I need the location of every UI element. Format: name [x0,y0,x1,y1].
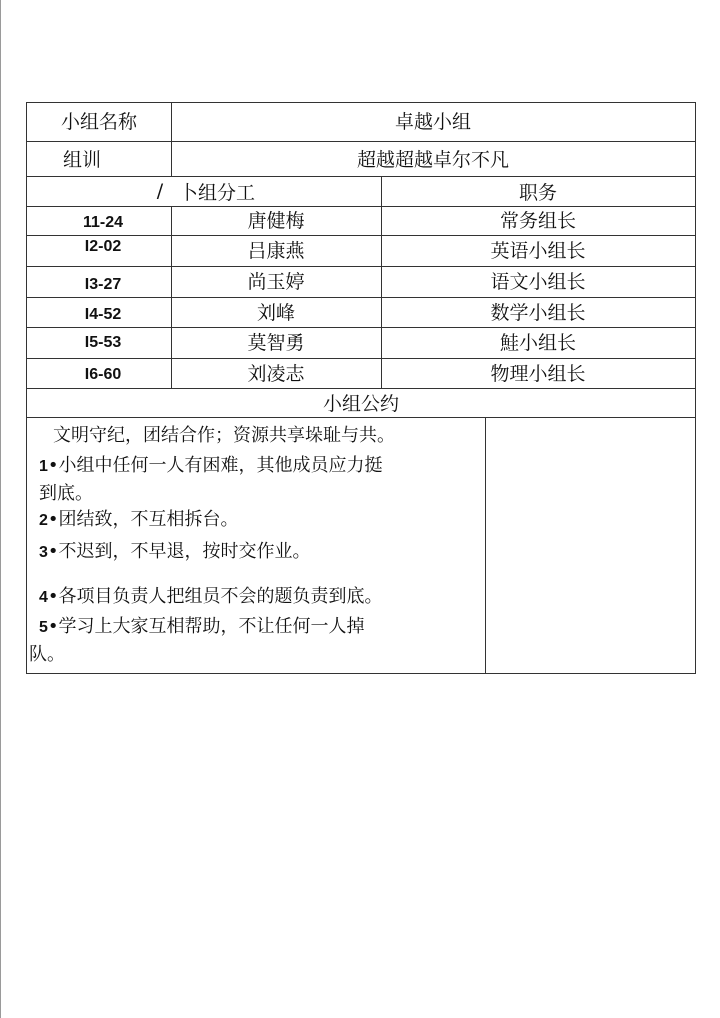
group-name-label: 小组名称 [60,110,137,133]
page-edge [0,0,1,1018]
rule-number: 4 [39,589,48,606]
rule-text: 不迟到，不早退，按时交作业。 [58,541,311,562]
rule-bullet: • [47,586,59,607]
rule-number: 2 [39,512,48,529]
group-info-table [26,102,696,674]
member-id: I5-53 [84,334,122,351]
rule-text: 团结致，不互相拆台。 [58,509,239,530]
member-id: 11-24 [82,214,124,231]
member-role: 鮭小组长 [499,331,576,354]
pact-rule-5 [39,614,365,641]
slash-mark: / [156,180,164,202]
rule-bullet: • [47,616,59,637]
member-name: 刘凌志 [247,362,305,385]
role-header: 职务 [518,181,557,204]
member-role: 数学小组长 [490,301,586,324]
rule-text: 各项目负责人把组员不会的题负责到底。 [58,586,383,607]
rule-bullet: • [47,541,59,562]
member-name: 尚玉婷 [247,270,305,293]
member-role: 物理小组长 [490,362,586,385]
rule-text: 小组中任何一人有困难，其他成员应力挺 [58,455,383,476]
motto-label: 组训 [63,149,102,171]
pact-rule-4 [39,584,383,611]
member-id: I3-27 [84,276,122,293]
rule-number: 5 [39,619,48,636]
member-name: 莫智勇 [247,331,305,354]
rule-number: 1 [39,458,48,475]
member-role: 英语小组长 [490,239,586,262]
member-name: 刘峰 [256,301,295,324]
division-header: 卜组分工 [179,181,256,204]
rule-bullet: • [47,455,59,476]
pact-rule-5-cont: 队。 [29,644,65,665]
group-name-value: 卓越小组 [394,110,471,133]
row-divider [27,417,695,418]
rule-text: 学习上大家互相帮助，不让任何一人掉 [58,616,365,637]
pact-rule-3 [39,539,311,566]
pact-title: 小组公约 [322,393,399,415]
rule-number: 3 [39,544,48,561]
member-role: 语文小组长 [490,270,586,293]
col-divider [485,417,486,674]
rule-bullet: • [47,509,59,530]
motto-value: 超越超越卓尔不凡 [356,149,509,171]
member-name: 唐健梅 [247,209,305,232]
pact-rule-1 [39,453,383,480]
pact-rule-2 [39,507,239,534]
pact-intro: 文明守纪，团结合作；资源共享垛耻与共。 [53,425,395,446]
member-id: I4-52 [84,306,122,323]
member-role: 常务组长 [499,209,576,232]
member-id: I6-60 [84,366,122,383]
pact-rule-1-cont: 到底。 [39,483,93,504]
member-id: I2-02 [84,238,122,255]
member-name: 吕康燕 [247,239,305,262]
